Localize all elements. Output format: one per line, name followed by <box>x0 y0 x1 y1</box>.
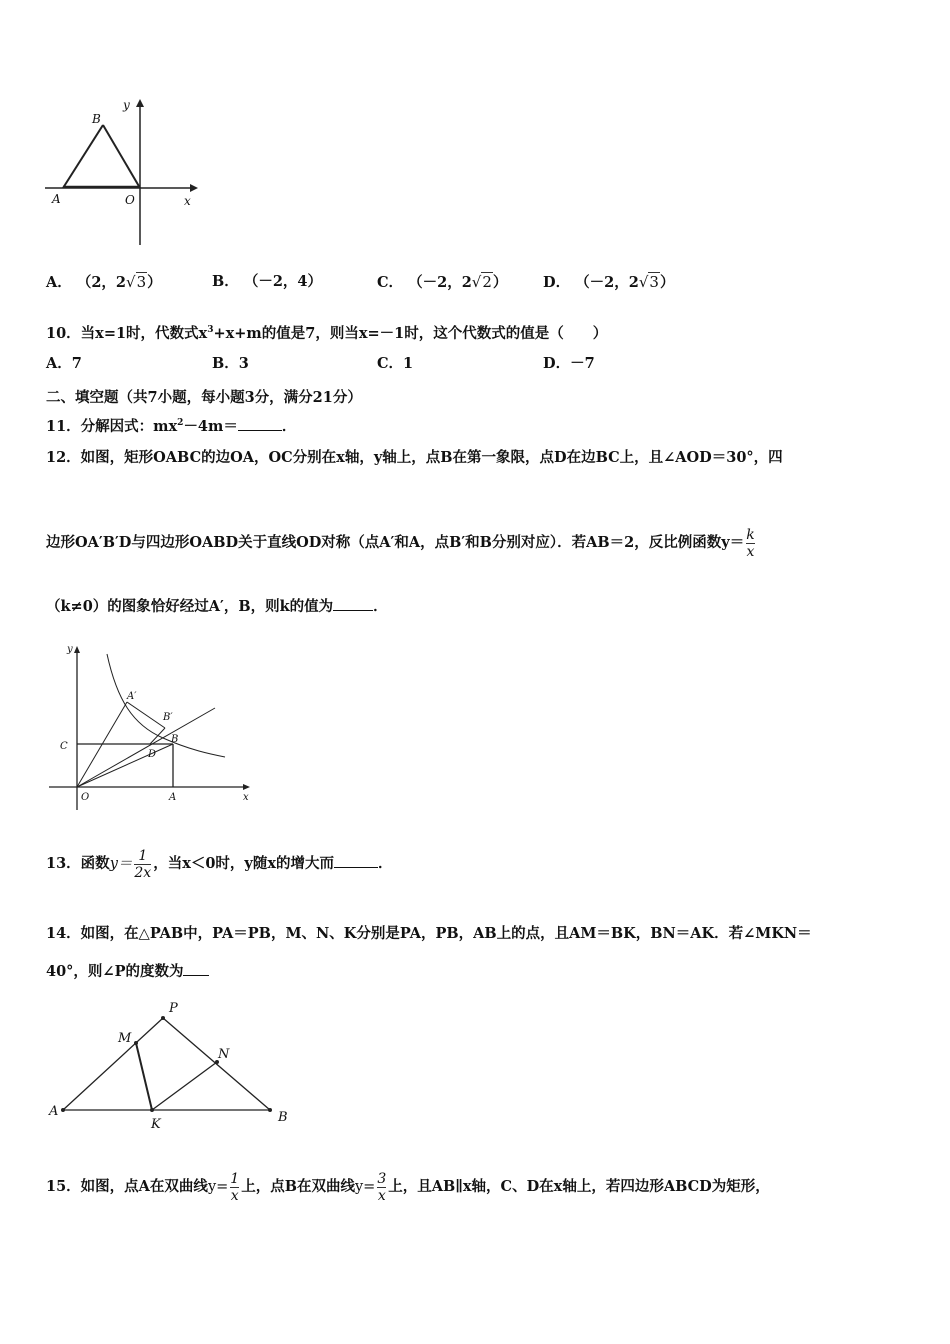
q15-stem: 15．如图，点A在双曲线y= $\frac{1}{x}$ 上，点B在双曲线y= $\frac{3}{x}$ 上，且AB∥x轴，C、D在x轴上，若四边形ABCD为矩形， <box>46 1170 770 1204</box>
segment-bo <box>103 125 140 188</box>
q10-option-b: B．3 <box>212 355 249 372</box>
q9-option-b: B． （－2，4） <box>212 273 323 290</box>
segment-kn <box>152 1062 217 1110</box>
q13-stem: 13．函数y＝ $\frac{1}{2x}$ ，当x＜0时，y随x的增大而 ． <box>46 847 393 881</box>
point-a <box>61 1108 65 1112</box>
x-axis-arrow <box>243 784 250 790</box>
q10-option-a: A．7 <box>46 355 82 372</box>
figure-q14-triangle-pab <box>45 995 300 1135</box>
point-b <box>268 1108 272 1112</box>
label-b: B <box>278 1110 288 1125</box>
q9-option-a: A． （2，2√3） <box>46 273 162 291</box>
q9-option-d: D． （－2，2√3） <box>543 273 675 291</box>
figure-q9-triangle <box>40 95 200 250</box>
label-o: O <box>125 193 135 207</box>
answer-blank <box>183 975 209 976</box>
q12-line2: 边形OA′B′D与四边形OABD关于直线OD对称（点A′和A，点B′和B分别对应）．若AB＝2，反比例函数y＝ $\frac{k}{x}$ <box>46 526 755 560</box>
sqrt-symbol: √3 <box>126 273 147 291</box>
q10-option-c: C．1 <box>377 355 414 372</box>
label-b: B <box>92 112 101 126</box>
q9-option-c: C． （－2，2√2） <box>377 273 508 291</box>
label-y: y <box>67 644 73 655</box>
label-m: M <box>118 1031 132 1046</box>
y-axis-arrow <box>74 646 80 653</box>
fraction-1-over-2x: $\frac{1}{2x}$ <box>134 847 152 881</box>
label-b: B <box>171 734 179 745</box>
label-d: D <box>148 749 157 760</box>
segment-ab <box>63 125 103 188</box>
segment-ob <box>77 744 173 787</box>
label-a: A <box>52 192 61 206</box>
section-heading: 二、填空题（共7小题，每小题3分，满分21分） <box>46 389 362 406</box>
fraction-k-over-x: $\frac{k}{x}$ <box>746 526 755 560</box>
label-n: N <box>218 1047 230 1062</box>
sqrt-symbol: √2 <box>471 273 492 291</box>
q11-stem: 11．分解因式：$mx^2-4m=$ ． <box>46 417 297 435</box>
x-axis-arrow <box>190 184 198 192</box>
label-x: x <box>184 194 191 208</box>
label-a-prime: A′ <box>127 691 137 702</box>
label-b-prime: B′ <box>163 712 173 723</box>
fraction-1-over-x: $\frac{1}{x}$ <box>230 1170 240 1204</box>
q14-line2: 40°，则∠P的度数为 <box>46 962 209 982</box>
label-c: C <box>60 741 68 752</box>
label-k: K <box>151 1117 161 1132</box>
segment-pb <box>163 1018 270 1110</box>
q12-line1: 12．如图，矩形OABC的边OA，OC分别在x轴，y轴上，点B在第一象限，点D在边BC上，且∠AOD＝30°，四 <box>46 449 783 466</box>
label-o: O <box>81 792 90 803</box>
label-y: y <box>123 98 130 112</box>
segment-b-prime-d <box>150 728 165 744</box>
label-p: P <box>169 1001 178 1016</box>
point-p <box>161 1016 165 1020</box>
label-x: x <box>243 792 249 803</box>
point-k <box>150 1108 154 1112</box>
answer-blank <box>333 610 373 611</box>
q10-option-d: D．－7 <box>543 355 595 372</box>
segment-mk <box>136 1043 152 1110</box>
point-m <box>134 1041 138 1045</box>
figure-q12-rectangle-hyperbola <box>45 640 255 815</box>
answer-blank <box>334 867 378 868</box>
y-axis-arrow <box>136 99 144 107</box>
sqrt-symbol: √3 <box>638 273 659 291</box>
fraction-3-over-x: $\frac{3}{x}$ <box>377 1170 387 1204</box>
q10-stem: 10．当x=1时，代数式$x^3+x+m$的值是7，则当x=－1时，这个代数式的值是（ ） <box>46 324 608 342</box>
line-od <box>77 708 215 787</box>
label-a: A <box>49 1104 59 1119</box>
answer-blank <box>238 430 282 431</box>
label-a: A <box>169 792 177 803</box>
q12-line3: （k≠0）的图象恰好经过A′，B，则k的值为 ． <box>46 598 388 615</box>
q14-line1: 14．如图，在△PAB中，PA＝PB，M、N、K分别是PA，PB，AB上的点，且AM＝BK，BN＝AK．若∠MKN＝ <box>46 925 812 942</box>
